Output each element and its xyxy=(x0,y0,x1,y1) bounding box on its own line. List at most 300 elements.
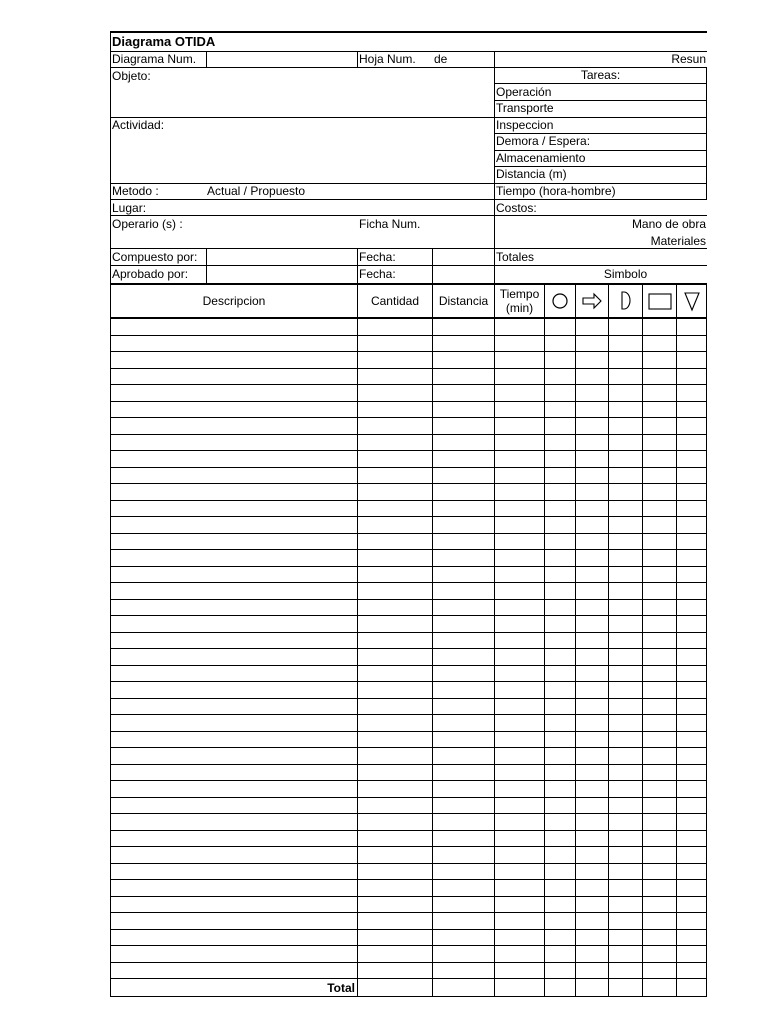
cell-distancia[interactable] xyxy=(433,814,495,831)
cell-almacenamiento[interactable] xyxy=(677,896,707,913)
cell-descripcion[interactable] xyxy=(111,616,358,633)
cell-tiempo[interactable] xyxy=(495,418,545,435)
cell-transporte[interactable] xyxy=(576,318,609,335)
cell-demora[interactable] xyxy=(609,731,643,748)
cell-distancia[interactable] xyxy=(433,335,495,352)
cell-descripcion[interactable] xyxy=(111,649,358,666)
cell-almacenamiento[interactable] xyxy=(677,318,707,335)
cell-operacion[interactable] xyxy=(545,880,576,897)
cell-distancia[interactable] xyxy=(433,517,495,534)
cell-distancia[interactable] xyxy=(433,533,495,550)
cell-distancia[interactable] xyxy=(433,748,495,765)
cell-transporte[interactable] xyxy=(576,649,609,666)
cell-cantidad[interactable] xyxy=(358,451,433,468)
metodo-value[interactable]: Actual / Propuesto xyxy=(207,184,306,198)
cell-tiempo[interactable] xyxy=(495,599,545,616)
cell-inspeccion[interactable] xyxy=(643,946,677,963)
cell-inspeccion[interactable] xyxy=(643,814,677,831)
cell-descripcion[interactable] xyxy=(111,418,358,435)
cell-inspeccion[interactable] xyxy=(643,962,677,979)
cell-transporte[interactable] xyxy=(576,682,609,699)
cell-transporte[interactable] xyxy=(576,484,609,501)
cell-cantidad[interactable] xyxy=(358,500,433,517)
cell-demora[interactable] xyxy=(609,550,643,567)
cell-distancia[interactable] xyxy=(433,385,495,402)
cell-operacion[interactable] xyxy=(545,830,576,847)
cell-operacion[interactable] xyxy=(545,335,576,352)
cell-almacenamiento[interactable] xyxy=(677,467,707,484)
cell-demora[interactable] xyxy=(609,632,643,649)
cell-transporte[interactable] xyxy=(576,863,609,880)
cell-almacenamiento[interactable] xyxy=(677,335,707,352)
cell-demora[interactable] xyxy=(609,418,643,435)
cell-inspeccion[interactable] xyxy=(643,880,677,897)
cell-almacenamiento[interactable] xyxy=(677,764,707,781)
cell-tiempo[interactable] xyxy=(495,318,545,335)
total-cell[interactable] xyxy=(433,979,495,997)
cell-inspeccion[interactable] xyxy=(643,764,677,781)
total-cell[interactable] xyxy=(643,979,677,997)
cell-almacenamiento[interactable] xyxy=(677,451,707,468)
cell-demora[interactable] xyxy=(609,814,643,831)
cell-distancia[interactable] xyxy=(433,830,495,847)
cell-almacenamiento[interactable] xyxy=(677,517,707,534)
cell-transporte[interactable] xyxy=(576,632,609,649)
cell-operacion[interactable] xyxy=(545,550,576,567)
cell-operacion[interactable] xyxy=(545,385,576,402)
cell-inspeccion[interactable] xyxy=(643,352,677,369)
cell-distancia[interactable] xyxy=(433,500,495,517)
cell-descripcion[interactable] xyxy=(111,368,358,385)
cell-operacion[interactable] xyxy=(545,797,576,814)
cell-almacenamiento[interactable] xyxy=(677,368,707,385)
cell-demora[interactable] xyxy=(609,913,643,930)
cell-operacion[interactable] xyxy=(545,318,576,335)
cell-descripcion[interactable] xyxy=(111,665,358,682)
cell-transporte[interactable] xyxy=(576,583,609,600)
cell-distancia[interactable] xyxy=(433,434,495,451)
cell-demora[interactable] xyxy=(609,896,643,913)
cell-operacion[interactable] xyxy=(545,401,576,418)
cell-operacion[interactable] xyxy=(545,946,576,963)
cell-inspeccion[interactable] xyxy=(643,616,677,633)
cell-transporte[interactable] xyxy=(576,830,609,847)
cell-inspeccion[interactable] xyxy=(643,467,677,484)
cell-descripcion[interactable] xyxy=(111,962,358,979)
cell-cantidad[interactable] xyxy=(358,665,433,682)
cell-descripcion[interactable] xyxy=(111,830,358,847)
cell-cantidad[interactable] xyxy=(358,748,433,765)
cell-inspeccion[interactable] xyxy=(643,517,677,534)
cell-operacion[interactable] xyxy=(545,484,576,501)
total-cell[interactable] xyxy=(545,979,576,997)
cell-descripcion[interactable] xyxy=(111,401,358,418)
cell-cantidad[interactable] xyxy=(358,830,433,847)
cell-operacion[interactable] xyxy=(545,566,576,583)
cell-almacenamiento[interactable] xyxy=(677,863,707,880)
cell-operacion[interactable] xyxy=(545,451,576,468)
cell-demora[interactable] xyxy=(609,335,643,352)
cell-transporte[interactable] xyxy=(576,814,609,831)
cell-almacenamiento[interactable] xyxy=(677,616,707,633)
cell-distancia[interactable] xyxy=(433,946,495,963)
cell-inspeccion[interactable] xyxy=(643,368,677,385)
cell-demora[interactable] xyxy=(609,318,643,335)
cell-tiempo[interactable] xyxy=(495,929,545,946)
cell-tiempo[interactable] xyxy=(495,467,545,484)
cell-descripcion[interactable] xyxy=(111,500,358,517)
cell-descripcion[interactable] xyxy=(111,566,358,583)
total-cell[interactable] xyxy=(495,979,545,997)
cell-almacenamiento[interactable] xyxy=(677,946,707,963)
cell-almacenamiento[interactable] xyxy=(677,797,707,814)
cell-inspeccion[interactable] xyxy=(643,434,677,451)
cell-operacion[interactable] xyxy=(545,352,576,369)
total-cell[interactable] xyxy=(576,979,609,997)
cell-descripcion[interactable] xyxy=(111,583,358,600)
cell-cantidad[interactable] xyxy=(358,517,433,534)
cell-transporte[interactable] xyxy=(576,352,609,369)
cell-almacenamiento[interactable] xyxy=(677,731,707,748)
cell-distancia[interactable] xyxy=(433,418,495,435)
cell-tiempo[interactable] xyxy=(495,401,545,418)
cell-cantidad[interactable] xyxy=(358,880,433,897)
cell-demora[interactable] xyxy=(609,781,643,798)
cell-cantidad[interactable] xyxy=(358,715,433,732)
cell-descripcion[interactable] xyxy=(111,715,358,732)
cell-descripcion[interactable] xyxy=(111,385,358,402)
cell-cantidad[interactable] xyxy=(358,913,433,930)
cell-cantidad[interactable] xyxy=(358,550,433,567)
cell-distancia[interactable] xyxy=(433,698,495,715)
cell-descripcion[interactable] xyxy=(111,533,358,550)
cell-transporte[interactable] xyxy=(576,566,609,583)
cell-operacion[interactable] xyxy=(545,731,576,748)
cell-inspeccion[interactable] xyxy=(643,731,677,748)
cell-cantidad[interactable] xyxy=(358,533,433,550)
cell-operacion[interactable] xyxy=(545,764,576,781)
cell-tiempo[interactable] xyxy=(495,368,545,385)
cell-descripcion[interactable] xyxy=(111,896,358,913)
cell-distancia[interactable] xyxy=(433,847,495,864)
cell-tiempo[interactable] xyxy=(495,946,545,963)
cell-descripcion[interactable] xyxy=(111,946,358,963)
cell-inspeccion[interactable] xyxy=(643,748,677,765)
cell-descripcion[interactable] xyxy=(111,467,358,484)
cell-cantidad[interactable] xyxy=(358,583,433,600)
cell-inspeccion[interactable] xyxy=(643,863,677,880)
cell-descripcion[interactable] xyxy=(111,434,358,451)
cell-operacion[interactable] xyxy=(545,434,576,451)
cell-descripcion[interactable] xyxy=(111,913,358,930)
cell-operacion[interactable] xyxy=(545,632,576,649)
cell-tiempo[interactable] xyxy=(495,731,545,748)
cell-transporte[interactable] xyxy=(576,781,609,798)
cell-demora[interactable] xyxy=(609,467,643,484)
cell-descripcion[interactable] xyxy=(111,814,358,831)
total-cell[interactable] xyxy=(609,979,643,997)
cell-descripcion[interactable] xyxy=(111,698,358,715)
cell-distancia[interactable] xyxy=(433,896,495,913)
cell-cantidad[interactable] xyxy=(358,385,433,402)
cell-operacion[interactable] xyxy=(545,517,576,534)
cell-inspeccion[interactable] xyxy=(643,698,677,715)
cell-demora[interactable] xyxy=(609,401,643,418)
cell-distancia[interactable] xyxy=(433,368,495,385)
cell-transporte[interactable] xyxy=(576,434,609,451)
cell-demora[interactable] xyxy=(609,352,643,369)
cell-tiempo[interactable] xyxy=(495,715,545,732)
cell-inspeccion[interactable] xyxy=(643,913,677,930)
cell-almacenamiento[interactable] xyxy=(677,929,707,946)
cell-tiempo[interactable] xyxy=(495,764,545,781)
cell-transporte[interactable] xyxy=(576,500,609,517)
cell-tiempo[interactable] xyxy=(495,863,545,880)
cell-descripcion[interactable] xyxy=(111,318,358,335)
cell-operacion[interactable] xyxy=(545,533,576,550)
cell-operacion[interactable] xyxy=(545,698,576,715)
cell-cantidad[interactable] xyxy=(358,318,433,335)
cell-tiempo[interactable] xyxy=(495,797,545,814)
cell-almacenamiento[interactable] xyxy=(677,698,707,715)
cell-tiempo[interactable] xyxy=(495,814,545,831)
cell-descripcion[interactable] xyxy=(111,484,358,501)
cell-cantidad[interactable] xyxy=(358,484,433,501)
cell-cantidad[interactable] xyxy=(358,682,433,699)
cell-almacenamiento[interactable] xyxy=(677,913,707,930)
cell-operacion[interactable] xyxy=(545,962,576,979)
cell-cantidad[interactable] xyxy=(358,335,433,352)
cell-cantidad[interactable] xyxy=(358,649,433,666)
cell-inspeccion[interactable] xyxy=(643,830,677,847)
cell-operacion[interactable] xyxy=(545,649,576,666)
cell-transporte[interactable] xyxy=(576,467,609,484)
cell-tiempo[interactable] xyxy=(495,616,545,633)
cell-almacenamiento[interactable] xyxy=(677,583,707,600)
cell-cantidad[interactable] xyxy=(358,434,433,451)
cell-tiempo[interactable] xyxy=(495,533,545,550)
cell-tiempo[interactable] xyxy=(495,830,545,847)
cell-inspeccion[interactable] xyxy=(643,649,677,666)
cell-distancia[interactable] xyxy=(433,632,495,649)
cell-inspeccion[interactable] xyxy=(643,715,677,732)
cell-demora[interactable] xyxy=(609,748,643,765)
cell-cantidad[interactable] xyxy=(358,467,433,484)
cell-cantidad[interactable] xyxy=(358,962,433,979)
cell-cantidad[interactable] xyxy=(358,797,433,814)
cell-inspeccion[interactable] xyxy=(643,632,677,649)
cell-descripcion[interactable] xyxy=(111,335,358,352)
cell-transporte[interactable] xyxy=(576,797,609,814)
cell-distancia[interactable] xyxy=(433,318,495,335)
cell-cantidad[interactable] xyxy=(358,781,433,798)
cell-distancia[interactable] xyxy=(433,665,495,682)
cell-almacenamiento[interactable] xyxy=(677,550,707,567)
cell-inspeccion[interactable] xyxy=(643,665,677,682)
cell-demora[interactable] xyxy=(609,764,643,781)
cell-tiempo[interactable] xyxy=(495,484,545,501)
cell-descripcion[interactable] xyxy=(111,731,358,748)
cell-distancia[interactable] xyxy=(433,962,495,979)
cell-tiempo[interactable] xyxy=(495,335,545,352)
cell-almacenamiento[interactable] xyxy=(677,632,707,649)
cell-cantidad[interactable] xyxy=(358,632,433,649)
cell-transporte[interactable] xyxy=(576,385,609,402)
cell-transporte[interactable] xyxy=(576,698,609,715)
cell-tiempo[interactable] xyxy=(495,352,545,369)
cell-inspeccion[interactable] xyxy=(643,566,677,583)
cell-almacenamiento[interactable] xyxy=(677,434,707,451)
cell-transporte[interactable] xyxy=(576,929,609,946)
cell-tiempo[interactable] xyxy=(495,880,545,897)
cell-distancia[interactable] xyxy=(433,715,495,732)
cell-tiempo[interactable] xyxy=(495,566,545,583)
cell-operacion[interactable] xyxy=(545,368,576,385)
cell-operacion[interactable] xyxy=(545,715,576,732)
cell-distancia[interactable] xyxy=(433,880,495,897)
cell-descripcion[interactable] xyxy=(111,748,358,765)
cell-descripcion[interactable] xyxy=(111,797,358,814)
cell-cantidad[interactable] xyxy=(358,599,433,616)
cell-demora[interactable] xyxy=(609,797,643,814)
cell-operacion[interactable] xyxy=(545,781,576,798)
cell-distancia[interactable] xyxy=(433,583,495,600)
cell-inspeccion[interactable] xyxy=(643,335,677,352)
cell-transporte[interactable] xyxy=(576,401,609,418)
cell-demora[interactable] xyxy=(609,698,643,715)
cell-demora[interactable] xyxy=(609,649,643,666)
cell-demora[interactable] xyxy=(609,616,643,633)
cell-cantidad[interactable] xyxy=(358,401,433,418)
cell-distancia[interactable] xyxy=(433,764,495,781)
cell-transporte[interactable] xyxy=(576,335,609,352)
cell-demora[interactable] xyxy=(609,484,643,501)
total-cell[interactable] xyxy=(677,979,707,997)
cell-operacion[interactable] xyxy=(545,665,576,682)
cell-transporte[interactable] xyxy=(576,764,609,781)
cell-cantidad[interactable] xyxy=(358,566,433,583)
cell-operacion[interactable] xyxy=(545,913,576,930)
cell-distancia[interactable] xyxy=(433,467,495,484)
cell-distancia[interactable] xyxy=(433,781,495,798)
cell-almacenamiento[interactable] xyxy=(677,830,707,847)
cell-inspeccion[interactable] xyxy=(643,599,677,616)
cell-demora[interactable] xyxy=(609,385,643,402)
cell-descripcion[interactable] xyxy=(111,517,358,534)
cell-demora[interactable] xyxy=(609,929,643,946)
cell-cantidad[interactable] xyxy=(358,764,433,781)
cell-almacenamiento[interactable] xyxy=(677,401,707,418)
cell-transporte[interactable] xyxy=(576,847,609,864)
cell-descripcion[interactable] xyxy=(111,880,358,897)
cell-tiempo[interactable] xyxy=(495,847,545,864)
cell-descripcion[interactable] xyxy=(111,764,358,781)
cell-inspeccion[interactable] xyxy=(643,550,677,567)
cell-demora[interactable] xyxy=(609,434,643,451)
cell-demora[interactable] xyxy=(609,715,643,732)
cell-operacion[interactable] xyxy=(545,929,576,946)
cell-almacenamiento[interactable] xyxy=(677,533,707,550)
cell-demora[interactable] xyxy=(609,566,643,583)
cell-inspeccion[interactable] xyxy=(643,896,677,913)
cell-transporte[interactable] xyxy=(576,550,609,567)
cell-descripcion[interactable] xyxy=(111,929,358,946)
cell-demora[interactable] xyxy=(609,533,643,550)
cell-tiempo[interactable] xyxy=(495,517,545,534)
cell-demora[interactable] xyxy=(609,599,643,616)
cell-tiempo[interactable] xyxy=(495,896,545,913)
cell-descripcion[interactable] xyxy=(111,847,358,864)
cell-demora[interactable] xyxy=(609,847,643,864)
cell-demora[interactable] xyxy=(609,830,643,847)
cell-distancia[interactable] xyxy=(433,616,495,633)
cell-distancia[interactable] xyxy=(433,913,495,930)
cell-operacion[interactable] xyxy=(545,847,576,864)
cell-descripcion[interactable] xyxy=(111,599,358,616)
cell-inspeccion[interactable] xyxy=(643,318,677,335)
cell-transporte[interactable] xyxy=(576,599,609,616)
cell-cantidad[interactable] xyxy=(358,814,433,831)
cell-cantidad[interactable] xyxy=(358,847,433,864)
cell-transporte[interactable] xyxy=(576,748,609,765)
cell-distancia[interactable] xyxy=(433,649,495,666)
cell-transporte[interactable] xyxy=(576,731,609,748)
cell-transporte[interactable] xyxy=(576,451,609,468)
cell-inspeccion[interactable] xyxy=(643,484,677,501)
cell-almacenamiento[interactable] xyxy=(677,649,707,666)
cell-operacion[interactable] xyxy=(545,500,576,517)
cell-operacion[interactable] xyxy=(545,599,576,616)
cell-descripcion[interactable] xyxy=(111,352,358,369)
cell-transporte[interactable] xyxy=(576,418,609,435)
cell-operacion[interactable] xyxy=(545,863,576,880)
cell-inspeccion[interactable] xyxy=(643,847,677,864)
cell-descripcion[interactable] xyxy=(111,451,358,468)
cell-distancia[interactable] xyxy=(433,731,495,748)
cell-tiempo[interactable] xyxy=(495,434,545,451)
cell-distancia[interactable] xyxy=(433,451,495,468)
cell-transporte[interactable] xyxy=(576,946,609,963)
cell-tiempo[interactable] xyxy=(495,748,545,765)
cell-distancia[interactable] xyxy=(433,797,495,814)
cell-distancia[interactable] xyxy=(433,484,495,501)
cell-cantidad[interactable] xyxy=(358,929,433,946)
cell-tiempo[interactable] xyxy=(495,583,545,600)
cell-demora[interactable] xyxy=(609,500,643,517)
diagrama-num-field[interactable] xyxy=(207,52,357,67)
cell-operacion[interactable] xyxy=(545,814,576,831)
cell-transporte[interactable] xyxy=(576,962,609,979)
cell-descripcion[interactable] xyxy=(111,863,358,880)
cell-transporte[interactable] xyxy=(576,715,609,732)
cell-tiempo[interactable] xyxy=(495,698,545,715)
cell-almacenamiento[interactable] xyxy=(677,352,707,369)
cell-demora[interactable] xyxy=(609,517,643,534)
cell-almacenamiento[interactable] xyxy=(677,880,707,897)
cell-almacenamiento[interactable] xyxy=(677,599,707,616)
cell-cantidad[interactable] xyxy=(358,616,433,633)
cell-transporte[interactable] xyxy=(576,517,609,534)
cell-demora[interactable] xyxy=(609,583,643,600)
cell-almacenamiento[interactable] xyxy=(677,418,707,435)
cell-descripcion[interactable] xyxy=(111,550,358,567)
cell-tiempo[interactable] xyxy=(495,385,545,402)
cell-inspeccion[interactable] xyxy=(643,929,677,946)
cell-operacion[interactable] xyxy=(545,467,576,484)
cell-inspeccion[interactable] xyxy=(643,385,677,402)
cell-almacenamiento[interactable] xyxy=(677,715,707,732)
cell-inspeccion[interactable] xyxy=(643,533,677,550)
